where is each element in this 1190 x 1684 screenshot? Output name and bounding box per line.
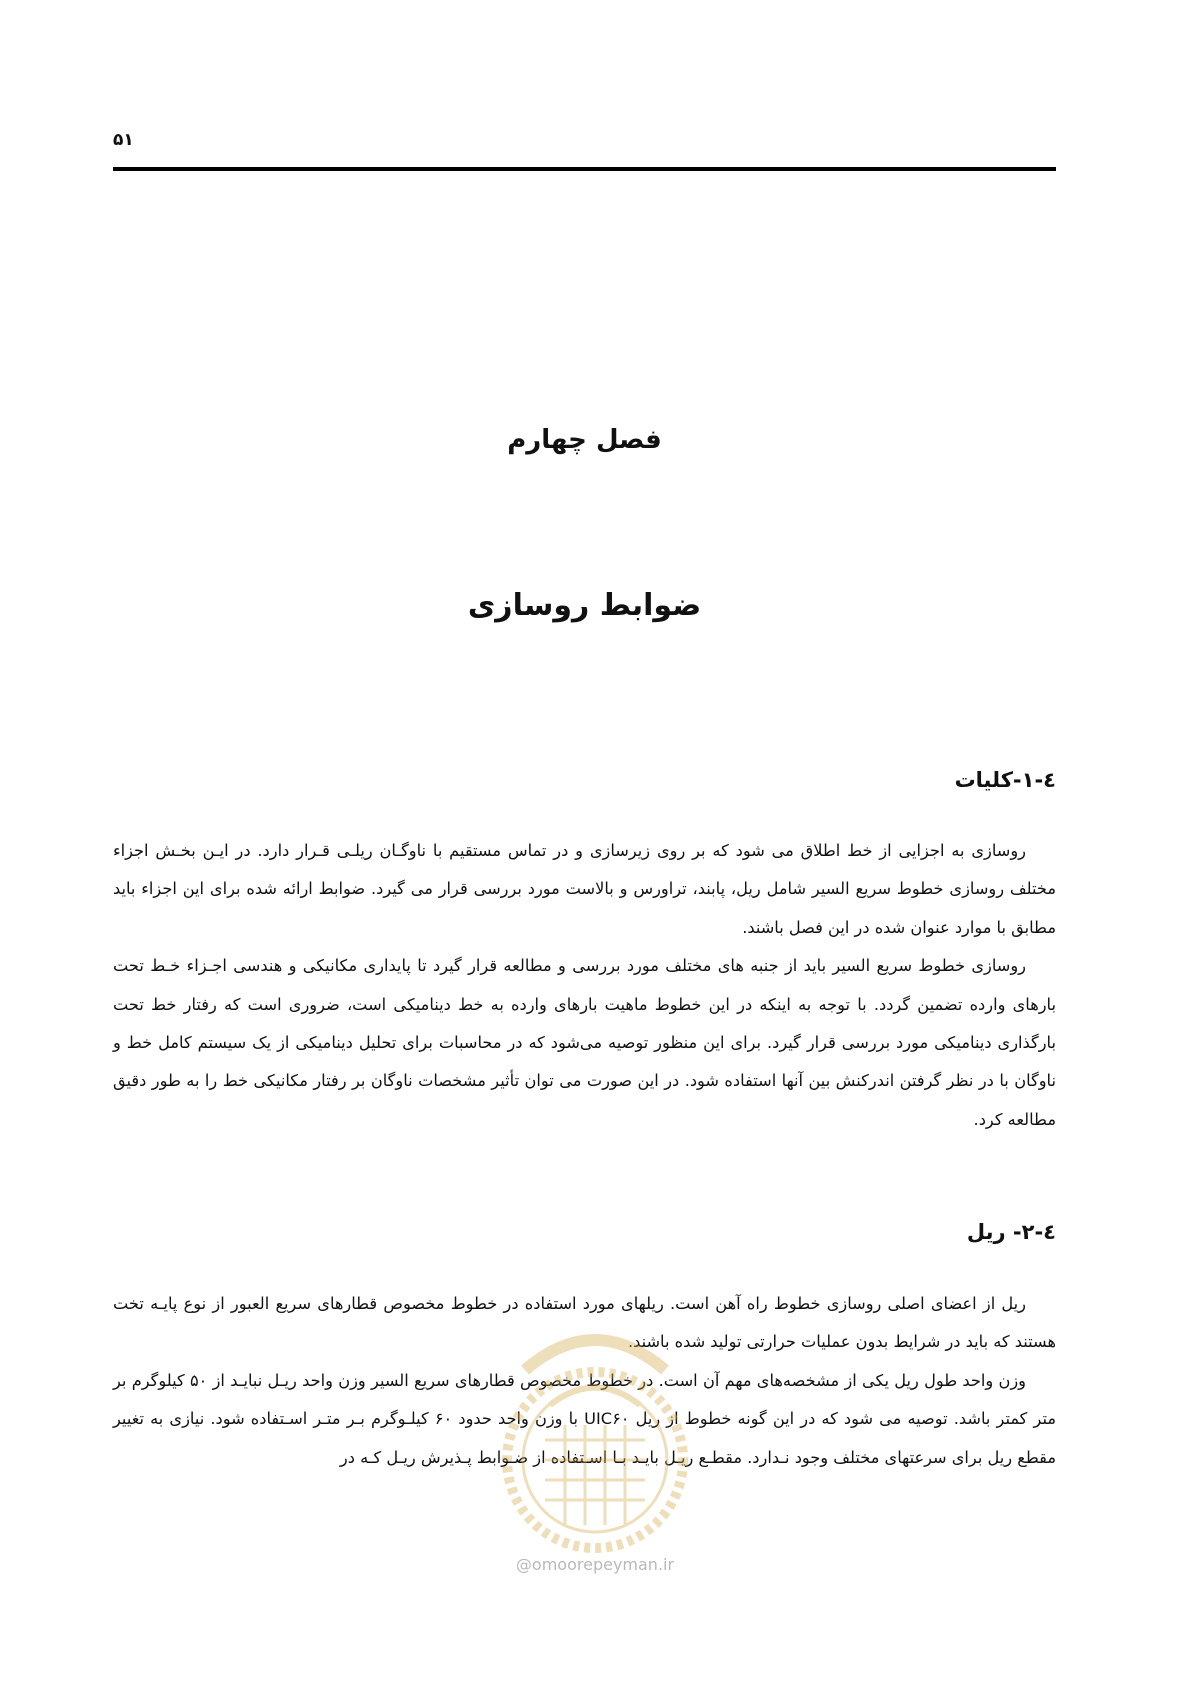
paragraph: روسازی خطوط سریع السیر باید از جنبه های مختلف مورد بررسی و مطالعه قرار گیرد تا پایداری مکانیکی و هندسی اجـزاء خـط تحت بارهای وارده تضمین گردد. با توجه به اینکه در این خطوط ماهیت بارهای وارده به خط دینامیکی است، ضروری است که رفتار خط تحت بارگذاری دینامیکی مورد بررسی قرار گیرد. برای این منظور توصیه می‌شود که در محاسبات برای تحلیل دینامیکی از یک سیستم کامل خط و ناوگان با در نظر گرفتن اندرکنش بین آنها استفاده شود. در این صورت می توان تأثیر مشخصات ناوگان بر رفتار مکانیکی خط را به طور دقیق مطالعه کرد. bbox=[113, 956, 1056, 1129]
paragraph: روسازی به اجزایی از خط اطلاق می شود که بر روی زیرسازی و در تماس مستقیم با ناوگـان ریلـی قـرار دارد. در ایـن بخـش اجزاء مختلف روسازی خطوط سریع السیر شامل ریل، پابند، تراورس و بالاست مورد بررسی قرار می گیرد. ضوابط ارائه شده برای این اجزاء باید مطابق با موارد عنوان شده در این فصل باشند. bbox=[113, 841, 1056, 937]
page-number: ۵۱ bbox=[113, 130, 134, 150]
paragraph: ریل از اعضای اصلی روسازی خطوط راه آهن است. ریلهای مورد استفاده در خطوط مخصوص قطارهای سریع العبور از نوع پایـه تخت هستند که باید در شرایط بدون عملیات حرارتی تولید شده باشند. bbox=[113, 1294, 1056, 1352]
chapter-label: فصل چهارم bbox=[507, 425, 662, 455]
paragraph: وزن واحد طول ریل یکی از مشخصه‌های مهم آن است. در خطوط مخصوص قطارهای سریع السیر وزن واحد ریـل نبایـد از ۵۰ کیلوگرم بر متر کمتر باشد. توصیه می شود که در این گونه خطوط از ریل UIC۶۰ با وزن واحد حدود ۶۰ کیلـوگرم بـر متـر اسـتفاده شود. نیازی به تغییر مقطع ریل برای سرعتهای مختلف وجود نـدارد. مقطـع ریـل بایـد بـا اسـتفاده از ضـوابط پـذیرش ریـل کـه در bbox=[113, 1370, 1056, 1467]
chapter-title: ضوابط روسازی bbox=[467, 588, 702, 623]
header-rule bbox=[113, 167, 1056, 171]
section-heading-generalities: ٤-۱-کلیات bbox=[954, 768, 1056, 792]
watermark-website: @omoorepeyman.ir bbox=[515, 1555, 675, 1574]
section-body-generalities bbox=[113, 832, 1056, 1139]
section-body-rail bbox=[113, 1285, 1056, 1477]
section-heading-rail: ٤-۲- ریل bbox=[966, 1220, 1056, 1244]
